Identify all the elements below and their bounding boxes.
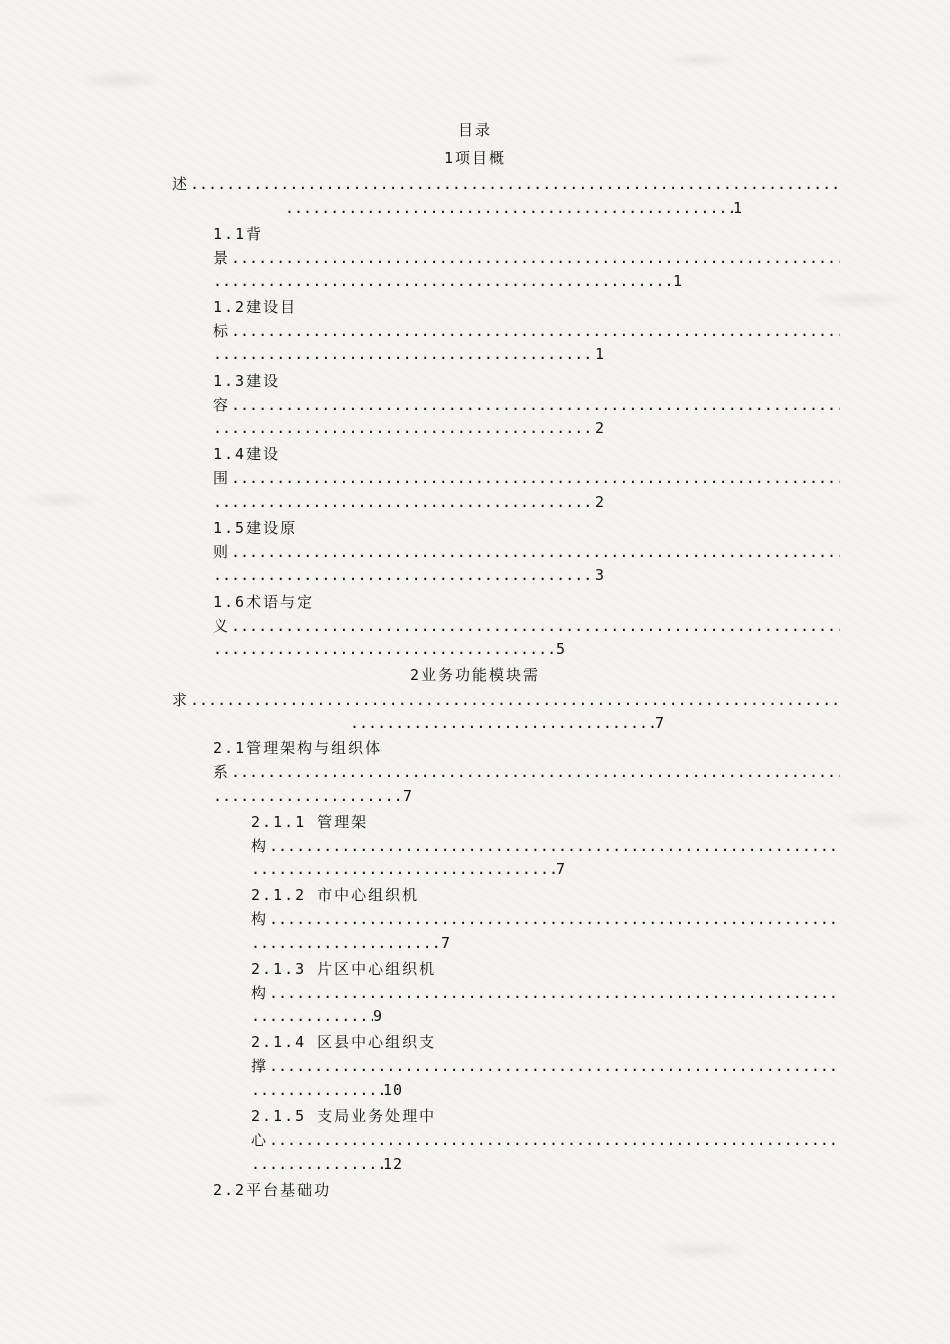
toc-entry-1-head[interactable]: 1项目概	[443, 149, 507, 167]
toc-entry-1-page[interactable]: 1	[733, 199, 744, 217]
toc-leader-dots	[251, 1006, 373, 1026]
toc-entry-2-2-head[interactable]: 2.2平台基础功	[213, 1181, 332, 1199]
toc-entry-2-tail[interactable]: 求	[172, 691, 190, 709]
toc-entry-2-1-tail[interactable]: 系	[213, 763, 231, 781]
toc-entry-1-4-tail[interactable]: 围	[213, 469, 231, 487]
toc-entry-2-1-head[interactable]: 2.1管理架构与组织体	[213, 739, 383, 757]
toc-entry-1-6-head[interactable]: 1.6术语与定	[213, 593, 315, 611]
toc-leader-dots	[269, 836, 840, 856]
toc-entry-2-1-4-head[interactable]: 2.1.4 区县中心组织支	[251, 1033, 437, 1051]
toc-leader-dots	[285, 198, 733, 218]
toc-entry-2-1-2-page[interactable]: 7	[441, 934, 452, 952]
toc-entry-1-4-page[interactable]: 2	[595, 493, 606, 511]
toc-entry-2-1-1-page[interactable]: 7	[556, 860, 567, 878]
toc-entry-1-6-tail[interactable]: 义	[213, 617, 231, 635]
toc-leader-dots	[251, 1154, 383, 1174]
toc-leader-dots	[213, 418, 595, 438]
toc-entry-2-1-1-tail[interactable]: 构	[251, 837, 269, 855]
toc-entry-2-1-5-tail[interactable]: 心	[251, 1131, 269, 1149]
toc-leader-dots	[190, 174, 840, 194]
toc-entry-1-3-page[interactable]: 2	[595, 419, 606, 437]
toc-entry-2-1-3-head[interactable]: 2.1.3 片区中心组织机	[251, 960, 437, 978]
toc-leader-dots	[251, 1080, 383, 1100]
toc-entry-2-1-page[interactable]: 7	[403, 787, 414, 805]
toc-leader-dots	[213, 565, 595, 585]
toc-leader-dots	[269, 983, 840, 1003]
toc-entry-2-1-3-tail[interactable]: 构	[251, 984, 269, 1002]
toc-entry-1-2-tail[interactable]: 标	[213, 322, 231, 340]
toc-leader-dots	[231, 321, 840, 341]
toc-leader-dots	[269, 1056, 840, 1076]
toc-leader-dots	[231, 542, 840, 562]
toc-leader-dots	[269, 909, 840, 929]
toc-entry-1-1-head[interactable]: 1.1背	[213, 225, 264, 243]
toc-leader-dots	[350, 713, 655, 733]
toc-entry-1-3-head[interactable]: 1.3建设	[213, 372, 281, 390]
toc-leader-dots	[231, 468, 840, 488]
toc-leader-dots	[231, 395, 840, 415]
toc-leader-dots	[213, 786, 403, 806]
toc-leader-dots	[231, 248, 840, 268]
toc-entry-1-3-tail[interactable]: 容	[213, 396, 231, 414]
toc-entry-2-page[interactable]: 7	[655, 714, 666, 732]
toc-entry-2-1-3-page[interactable]: 9	[373, 1007, 384, 1025]
toc-title: 目录	[457, 121, 492, 139]
toc-entry-1-tail[interactable]: 述	[172, 175, 190, 193]
toc-leader-dots	[213, 639, 556, 659]
toc-entry-2-head[interactable]: 2业务功能模块需	[409, 666, 541, 684]
toc-entry-1-5-head[interactable]: 1.5建设原	[213, 519, 298, 537]
toc-leader-dots	[213, 344, 595, 364]
toc-entry-1-2-head[interactable]: 1.2建设目	[213, 298, 298, 316]
toc-entry-2-1-2-tail[interactable]: 构	[251, 910, 269, 928]
toc-entry-1-5-tail[interactable]: 则	[213, 543, 231, 561]
toc-entry-1-1-page[interactable]: 1	[673, 272, 684, 290]
toc-leader-dots	[269, 1130, 840, 1150]
toc-entry-1-2-page[interactable]: 1	[595, 345, 606, 363]
toc-leader-dots	[231, 762, 840, 782]
toc-entry-1-1-tail[interactable]: 景	[213, 249, 231, 267]
toc-entry-1-4-head[interactable]: 1.4建设	[213, 445, 281, 463]
toc-leader-dots	[251, 859, 556, 879]
toc-entry-2-1-5-head[interactable]: 2.1.5 支局业务处理中	[251, 1107, 437, 1125]
toc-entry-2-1-1-head[interactable]: 2.1.1 管理架	[251, 813, 369, 831]
toc-leader-dots	[213, 271, 673, 291]
toc-entry-1-5-page[interactable]: 3	[595, 566, 606, 584]
toc-entry-2-1-4-page[interactable]: 10	[383, 1081, 404, 1099]
toc-leader-dots	[251, 933, 441, 953]
toc-entry-2-1-2-head[interactable]: 2.1.2 市中心组织机	[251, 886, 420, 904]
toc-entry-1-6-page[interactable]: 5	[556, 640, 567, 658]
toc-leader-dots	[213, 492, 595, 512]
toc-leader-dots	[190, 690, 840, 710]
toc-leader-dots	[231, 616, 840, 636]
toc-entry-2-1-4-tail[interactable]: 撑	[251, 1057, 269, 1075]
toc-entry-2-1-5-page[interactable]: 12	[383, 1155, 404, 1173]
